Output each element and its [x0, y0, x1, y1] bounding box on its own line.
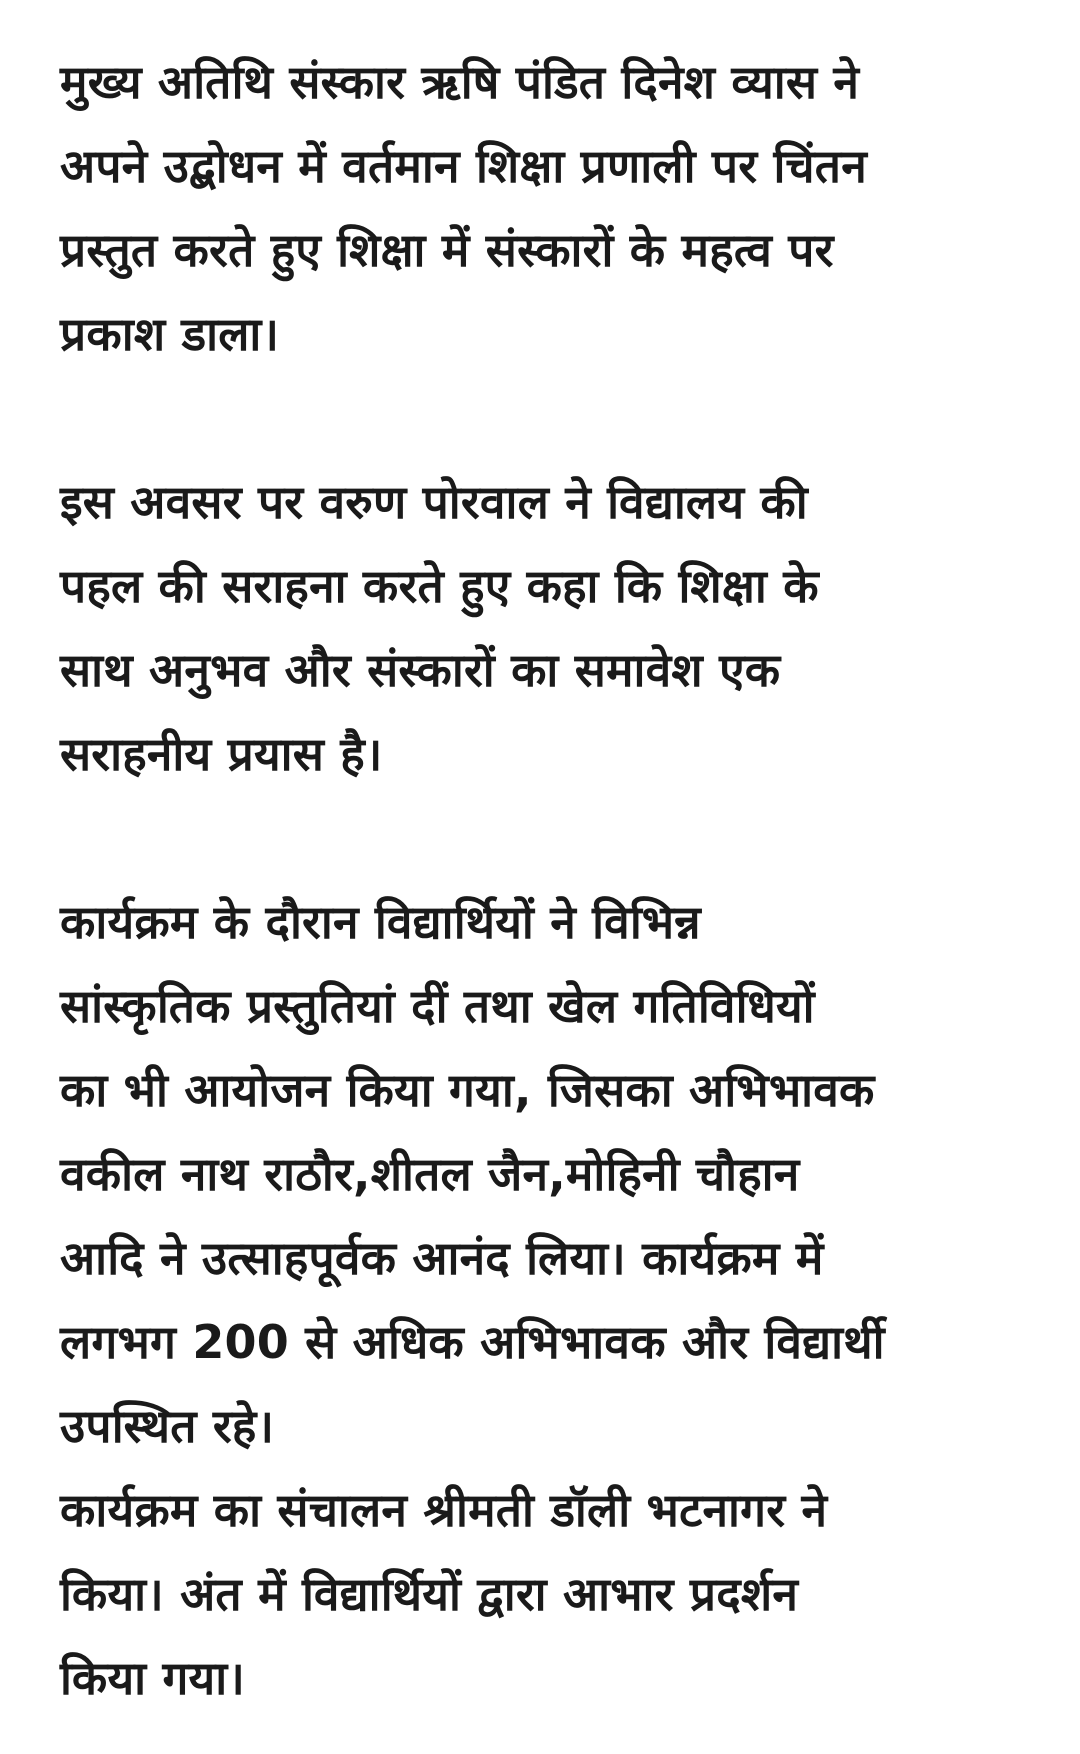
- article-body: [60, 40, 1020, 1720]
- text-line: मुख्य अतिथि संस्कार ऋषि पंडित दिनेश व्यास ने: [60, 55, 860, 109]
- paragraph-spacer: [60, 376, 1020, 460]
- text-line: आदि ने उत्साहपूर्वक आनंद लिया। कार्यक्रम में: [60, 1231, 824, 1285]
- paragraph-chief-guest: [60, 40, 1020, 376]
- text-line: लगभग 200 से अधिक अभिभावक और विद्यार्थी: [60, 1315, 885, 1369]
- text-line: उपस्थित रहे।: [60, 1399, 275, 1453]
- paragraph-program-activities: [60, 880, 1020, 1468]
- paragraph-conduct-thanks: [60, 1468, 1020, 1720]
- text-line: किया। अंत में विद्यार्थियों द्वारा आभार प्रदर्शन: [60, 1567, 799, 1621]
- text-line: वकील नाथ राठौर,शीतल जैन,मोहिनी चौहान: [60, 1147, 800, 1201]
- paragraph-spacer: [60, 796, 1020, 880]
- text-line: सराहनीय प्रयास है।: [60, 727, 383, 781]
- text-line: अपने उद्बोधन में वर्तमान शिक्षा प्रणाली पर चिंतन: [60, 139, 867, 193]
- text-line: सांस्कृतिक प्रस्तुतियां दीं तथा खेल गतिविधियों: [60, 979, 815, 1033]
- text-line: किया गया।: [60, 1651, 245, 1705]
- text-line: कार्यक्रम के दौरान विद्यार्थियों ने विभिन्न: [60, 895, 701, 949]
- text-line: पहल की सराहना करते हुए कहा कि शिक्षा के: [60, 559, 819, 613]
- text-line: साथ अनुभव और संस्कारों का समावेश एक: [60, 643, 781, 697]
- text-line: प्रकाश डाला।: [60, 307, 280, 361]
- text-line: कार्यक्रम का संचालन श्रीमती डॉली भटनागर ने: [60, 1483, 828, 1537]
- text-line: प्रस्तुत करते हुए शिक्षा में संस्कारों के महत्व पर: [60, 223, 834, 277]
- text-line: इस अवसर पर वरुण पोरवाल ने विद्यालय की: [60, 475, 808, 529]
- text-line: का भी आयोजन किया गया, जिसका अभिभावक: [60, 1063, 875, 1117]
- paragraph-varun-porwal: [60, 460, 1020, 796]
